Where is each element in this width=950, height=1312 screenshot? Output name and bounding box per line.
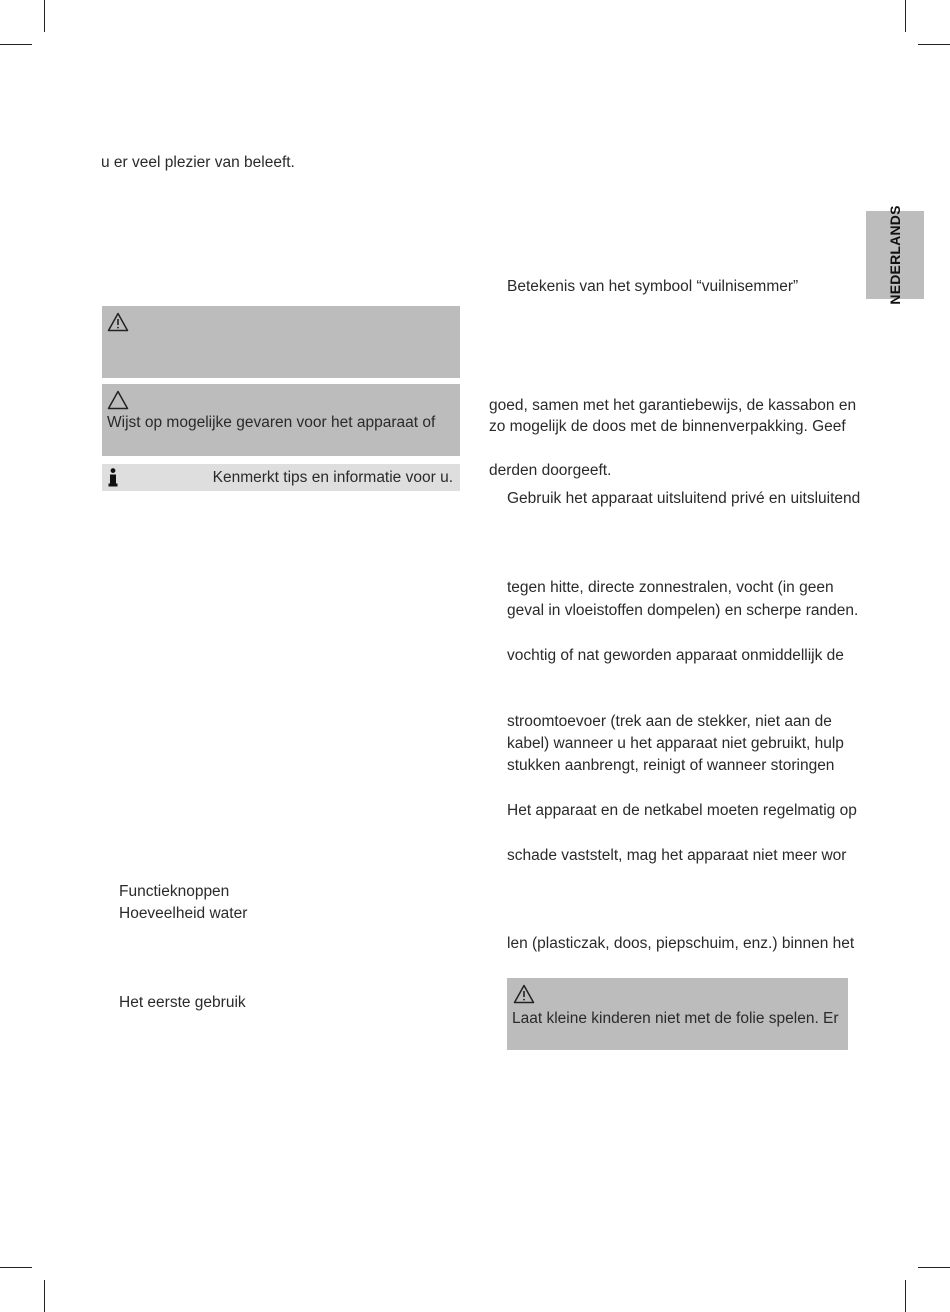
text-line: tegen hitte, directe zonnestralen, vocht (in geen (507, 579, 834, 596)
language-tab (866, 205, 924, 305)
text-line: goed, samen met het garantiebewijs, de kassabon en (489, 397, 857, 414)
crop-mark (918, 1267, 950, 1268)
warning-text: Laat kleine kinderen niet met de folie spelen. Er (512, 1010, 839, 1027)
caution-text: Wijst op mogelijke gevaren voor het apparaat of (107, 414, 436, 431)
crop-mark (0, 44, 32, 45)
text-line: Het apparaat en de netkabel moeten regelmatig op (507, 802, 857, 819)
warning-box (102, 306, 460, 378)
crop-mark (44, 0, 45, 32)
info-text: Kenmerkt tips en informatie voor u. (212, 469, 453, 486)
text-line: vochtig of nat geworden apparaat onmiddellijk de (507, 647, 844, 664)
list-item: Hoeveelheid water (119, 905, 248, 922)
text-line: derden doorgeeft. (489, 462, 612, 479)
text-line: stukken aanbrengt, reinigt of wanneer storingen (507, 757, 835, 774)
text-line: geval in vloeistoffen dompelen) en scherpe randen. (507, 602, 859, 619)
crop-mark (918, 44, 950, 45)
crop-mark (905, 1280, 906, 1312)
crop-mark (44, 1280, 45, 1312)
list-item: Functieknoppen (119, 883, 230, 900)
text-line: schade vaststelt, mag het apparaat niet meer wor (507, 847, 847, 864)
text-line: len (plasticzak, doos, piepschuim, enz.) binnen het (507, 935, 855, 952)
symbol-heading: Betekenis van het symbool “vuilnisemmer” (507, 278, 799, 295)
text-line: stroomtoevoer (trek aan de stekker, niet aan de (507, 713, 832, 730)
text-line: zo mogelijk de doos met de binnenverpakking. Geef (489, 418, 846, 435)
text-line: Gebruik het apparaat uitsluitend privé en uitsluitend (507, 490, 861, 507)
crop-mark (0, 1267, 32, 1268)
info-icon (108, 468, 118, 487)
warning-triangle-icon (107, 312, 129, 332)
info-box (102, 464, 460, 491)
warning-box (507, 978, 848, 1050)
crop-mark (905, 0, 906, 32)
text-line: kabel) wanneer u het apparaat niet gebruikt, hulp (507, 735, 844, 752)
section-heading: Het eerste gebruik (119, 994, 246, 1011)
intro-line: u er veel plezier van beleeft. (101, 154, 295, 171)
warning-triangle-icon (513, 984, 535, 1004)
language-tab-label: NEDERLANDS (887, 205, 903, 305)
caution-box (102, 384, 460, 456)
caution-triangle-icon (107, 390, 129, 410)
